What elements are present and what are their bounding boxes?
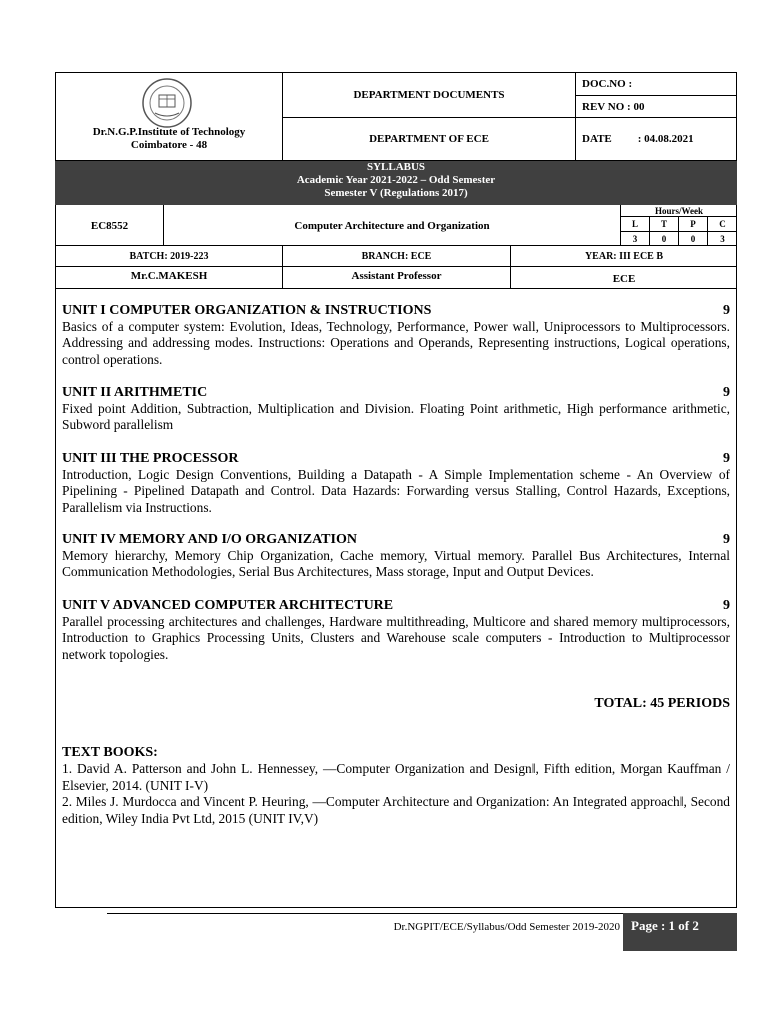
text-books [62, 745, 730, 827]
department-name: DEPARTMENT OF ECE [369, 133, 489, 145]
unit-description: Fixed point Addition, Subtraction, Multiplication and Division. Floating Point arithmetic, High performance arithmetic, Subword parallelism [62, 401, 730, 433]
date-field: DATE : 04.08.2021 [582, 133, 694, 145]
unit-hours: 9 [723, 451, 730, 466]
faculty-department: ECE [612, 272, 636, 285]
unit-description: Parallel processing architectures and challenges, Hardware multithreading, Multicore and shared memory multiprocessors, Introduction to Graphics Processing Units, Clusters and Warehouse scale computers - Introduction to Multiprocessor network topologies. [62, 614, 730, 662]
rev-no: REV NO : 00 [582, 100, 645, 113]
page-number: Page : 1 of 2 [623, 913, 737, 951]
unit-title: UNIT V ADVANCED COMPUTER ARCHITECTURE [62, 598, 394, 613]
unit-hours: 9 [723, 532, 730, 547]
doc-no: DOC.NO : [582, 78, 633, 90]
syllabus-title: SYLLABUS [366, 161, 426, 173]
unit-5 [62, 598, 730, 663]
semester: Semester V (Regulations 2017) [324, 187, 468, 199]
ltpc-label-t: T [660, 219, 667, 229]
course-code: EC8552 [90, 219, 129, 232]
unit-title: UNIT II ARITHMETIC [62, 385, 208, 400]
unit-3 [62, 451, 730, 516]
dept-documents-title: DEPARTMENT DOCUMENTS [353, 89, 505, 101]
year: YEAR: III ECE B [584, 250, 664, 262]
ltpc-value-p: 0 [690, 233, 696, 244]
batch: BATCH: 2019-223 [129, 250, 209, 262]
text-books-heading: TEXT BOOKS: [62, 745, 158, 760]
unit-hours: 9 [723, 598, 730, 613]
faculty-name: Mr.C.MAKESH [130, 270, 208, 282]
unit-description: Memory hierarchy, Memory Chip Organization, Cache memory, Virtual memory. Parallel Bus Architectures, Internal Communication Methodologies, Serial Bus Architectures, Mass storage, Input and Output Devices. [62, 548, 730, 580]
footer-path: Dr.NGPIT/ECE/Syllabus/Odd Semester 2019-2020 [393, 921, 620, 933]
unit-2 [62, 385, 730, 434]
text-book-item: 1. David A. Patterson and John L. Hennessey, —Computer Organization and Design‖, Fifth edition, Morgan Kauffman / Elsevier, 2014. (UNIT I-V) [62, 761, 730, 793]
text-book-item: 2. Miles J. Murdocca and Vincent P. Heuring, —Computer Architecture and Organization: An Integrated approach‖, Second edition, Wiley India Pvt Ltd, 2015 (UNIT IV,V) [62, 794, 730, 826]
faculty-designation: Assistant Professor [351, 270, 442, 282]
unit-description: Basics of a computer system: Evolution, Ideas, Technology, Performance, Power wall, Uniprocessors to Multiprocessors. Addressing and addressing modes. Instructions: Operations and Operands, Representing instructions, Logical operations, control operations. [62, 319, 730, 367]
ltpc-label-l: L [631, 219, 638, 229]
syllabus-banner [55, 161, 737, 205]
unit-description: Introduction, Logic Design Conventions, Building a Datapath - A Simple Implementation scheme - An Overview of Pipelining - Pipelined Datapath and Control. Data Hazards: Forwarding versus Stalling, Control Hazards, Exceptions, Parallelism via Instructions. [62, 467, 730, 515]
course-title: Computer Architecture and Organization [294, 219, 490, 232]
academic-year: Academic Year 2021-2022 – Odd Semester [296, 174, 496, 186]
unit-title: UNIT IV MEMORY AND I/O ORGANIZATION [62, 532, 357, 547]
ltpc-value-l: 3 [632, 233, 638, 244]
unit-title: UNIT III THE PROCESSOR [62, 451, 239, 466]
unit-4 [62, 532, 730, 581]
ltpc-label-p: P [690, 219, 696, 229]
unit-title: UNIT I COMPUTER ORGANIZATION & INSTRUCTIONS [62, 303, 432, 318]
ltpc-value-t: 0 [661, 233, 667, 244]
unit-1 [62, 303, 730, 368]
ltpc-value-c: 3 [720, 233, 725, 244]
unit-hours: 9 [723, 303, 730, 318]
total-periods: TOTAL: 45 PERIODS [594, 696, 730, 711]
branch: BRANCH: ECE [361, 250, 432, 262]
ltpc-label-c: C [719, 219, 726, 229]
hours-week-label: Hours/Week [654, 205, 703, 216]
institute-name: Dr.N.G.P.Institute of Technology Coimbatore - 48 [92, 126, 246, 151]
unit-hours: 9 [723, 385, 730, 400]
